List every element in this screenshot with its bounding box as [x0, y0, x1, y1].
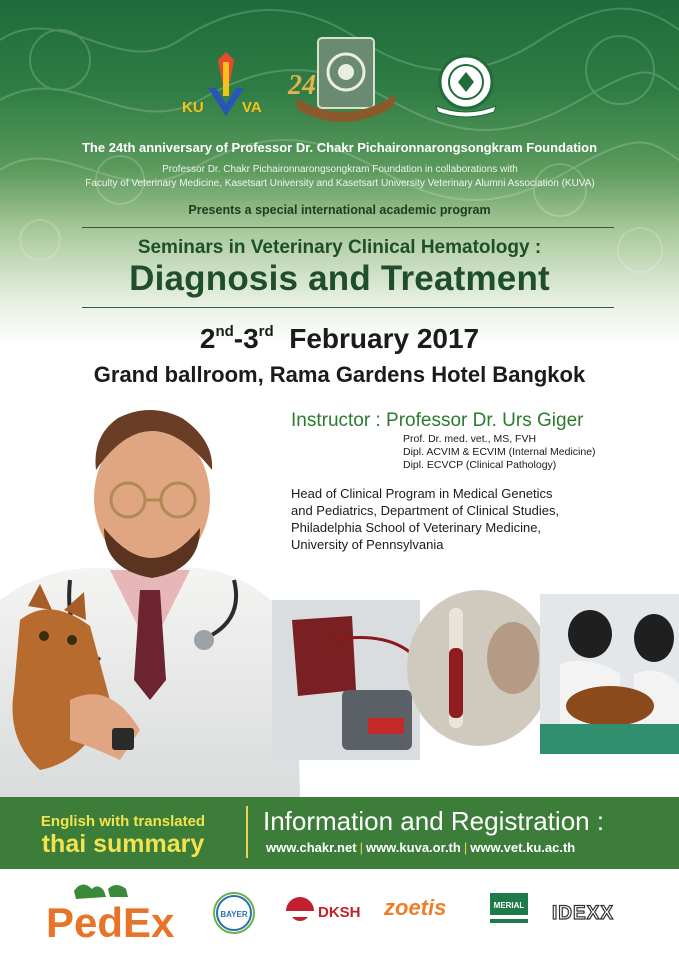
- collaboration-line: Faculty of Veterinary Medicine, Kasetsart University and Kasetsart University Veterinary Alumni Association (KUVA): [85, 178, 595, 189]
- website-link-vet-ku[interactable]: www.vet.ku.ac.th: [470, 840, 576, 855]
- presents-text: Presents a special international academic program: [188, 203, 491, 217]
- website-link-chakr[interactable]: www.chakr.net: [266, 840, 357, 855]
- kuva-logo: [178, 52, 274, 122]
- website-link-kuva[interactable]: www.kuva.or.th: [365, 840, 461, 855]
- idexx-wordmark: IDEXX: [552, 903, 615, 924]
- svg-text:24: 24: [288, 70, 316, 101]
- university-seal-logo: [428, 52, 504, 118]
- date-end: 3: [243, 323, 259, 354]
- anniversary-heading: The 24th anniversary of Professor Dr. Chakr Pichaironnarongsongkram Foundation: [81, 140, 598, 155]
- dksh-logo: [284, 895, 366, 927]
- language-note-emphasis: thai summary: [41, 830, 205, 858]
- merial-wordmark: MERIAL: [493, 901, 525, 910]
- dksh-wordmark: DKSH: [318, 904, 361, 921]
- date-start-suffix: nd: [215, 323, 234, 340]
- website-links: [266, 840, 575, 855]
- bayer-logo: [212, 891, 256, 935]
- bio-line: and Pediatrics, Department of Clinical Studies,: [291, 503, 560, 518]
- band-divider: [246, 806, 248, 858]
- link-separator: |: [359, 840, 363, 855]
- date-dash: -: [233, 323, 244, 354]
- instructor-credentials: [403, 433, 596, 472]
- instructor-name: Instructor : Professor Dr. Urs Giger: [291, 410, 584, 431]
- registration-heading: Information and Registration :: [263, 806, 605, 836]
- credential: Dipl. ACVIM & ECVIM (Internal Medicine): [403, 446, 596, 458]
- svg-text:VA: VA: [242, 99, 262, 116]
- collaboration-text: [30, 163, 650, 191]
- bio-line: Philadelphia School of Veterinary Medicine,: [291, 520, 542, 535]
- link-separator: |: [463, 840, 468, 855]
- svg-text:KU: KU: [182, 99, 204, 116]
- blood-bag-photo: [272, 600, 420, 760]
- foundation-logo: [286, 36, 406, 128]
- merial-logo: [488, 891, 530, 931]
- collaboration-line: Professor Dr. Chakr Pichaironnarongsongkram Foundation in collaborations with: [162, 164, 518, 175]
- zoetis-logo: [384, 891, 466, 925]
- instructor-photo: [0, 400, 300, 798]
- instructor-bio: [291, 485, 641, 553]
- divider: [82, 227, 614, 228]
- pedex-wordmark: PedEx: [46, 899, 175, 945]
- blood-sample-photo: [405, 588, 553, 748]
- bayer-wordmark: BAYER: [220, 910, 248, 919]
- program-subtitle: Seminars in Veterinary Clinical Hematology :: [137, 237, 542, 258]
- event-date: [0, 323, 679, 355]
- bio-line: University of Pennsylvania: [291, 537, 444, 552]
- pedex-logo: [46, 879, 182, 945]
- idexx-logo: [552, 899, 634, 925]
- date-month-year: February 2017: [289, 323, 480, 354]
- date-start: 2: [199, 323, 216, 354]
- language-note: English with translated: [40, 813, 206, 830]
- event-venue: Grand ballroom, Rama Gardens Hotel Bangkok: [93, 362, 586, 387]
- sponsor-strip: [0, 869, 679, 960]
- credential: Prof. Dr. med. vet., MS, FVH: [403, 433, 537, 445]
- veterinarians-with-dog-photo: [540, 594, 679, 754]
- program-title: Diagnosis and Treatment: [129, 259, 550, 298]
- divider: [82, 307, 614, 308]
- date-end-suffix: rd: [258, 323, 274, 340]
- credential: Dipl. ECVCP (Clinical Pathology): [403, 459, 557, 471]
- zoetis-wordmark: zoetis: [384, 895, 447, 920]
- bio-line: Head of Clinical Program in Medical Genetics: [291, 486, 553, 501]
